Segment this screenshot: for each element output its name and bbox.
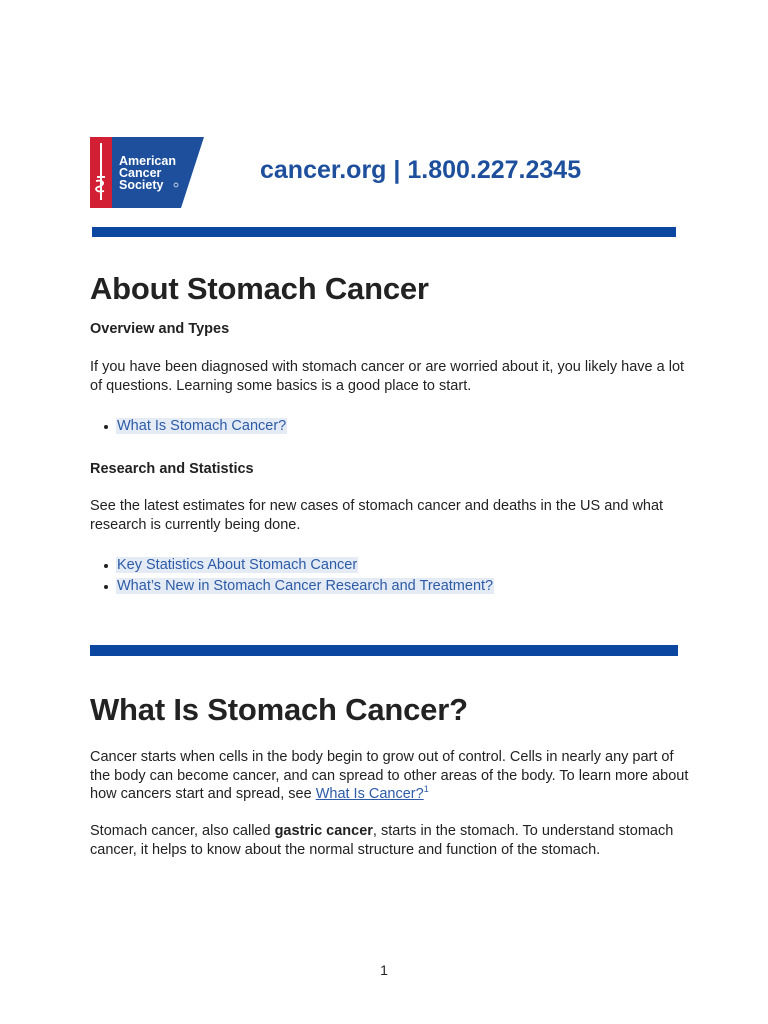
page-title: About Stomach Cancer <box>90 271 429 306</box>
what-is-paragraph-2-end: , starts in the stomach. To understand stomach cancer, it helps to know about the normal structure and function of the stomach. <box>90 823 674 858</box>
what-is-paragraph-1-text: Cancer starts when cells in the body begin to grow out of control. Cells in nearly any part of the body can become cancer, and can spread to other areas of the body. To learn more about how cancers start and spread, see <box>90 749 689 802</box>
list-item <box>104 554 494 575</box>
header-divider <box>92 227 676 237</box>
link-what-is-stomach-cancer[interactable]: What Is Stomach Cancer? <box>117 417 287 434</box>
list-item <box>104 575 494 596</box>
link-whats-new-research[interactable]: What’s New in Stomach Cancer Research and Treatment? <box>117 577 494 594</box>
gastric-cancer-term: gastric cancer <box>274 823 373 839</box>
research-link-list <box>104 554 494 596</box>
what-is-paragraph-1 <box>90 748 690 804</box>
acs-logo-graphic <box>90 137 204 208</box>
footnote-marker: 1 <box>423 784 429 795</box>
overview-heading: Overview and Types <box>90 321 230 337</box>
what-is-paragraph-2 <box>90 822 690 859</box>
logo-line-3: Society <box>119 178 164 192</box>
link-what-is-cancer[interactable]: What Is Cancer? <box>315 786 424 802</box>
contact-header: cancer.org | 1.800.227.2345 <box>260 156 582 184</box>
bullet-icon <box>104 425 108 429</box>
list-item <box>104 415 287 436</box>
section-title-what-is: What Is Stomach Cancer? <box>90 692 468 727</box>
overview-text: If you have been diagnosed with stomach cancer or are worried about it, you likely have a lot of questions. Learning some basics is a good place to start. <box>90 359 685 394</box>
link-key-statistics[interactable]: Key Statistics About Stomach Cancer <box>117 556 358 573</box>
logo-line-1: American <box>119 154 176 168</box>
what-is-paragraph-2-start: Stomach cancer, also called <box>90 823 271 839</box>
research-text: See the latest estimates for new cases of stomach cancer and deaths in the US and what research is currently being done. <box>90 498 664 533</box>
logo-line-2: Cancer <box>119 166 162 180</box>
research-heading: Research and Statistics <box>90 461 254 477</box>
acs-logo <box>90 137 204 208</box>
section-divider <box>90 645 678 656</box>
bullet-icon <box>104 585 108 589</box>
overview-link-list <box>104 415 287 436</box>
page-number: 1 <box>380 962 388 978</box>
bullet-icon <box>104 564 108 568</box>
